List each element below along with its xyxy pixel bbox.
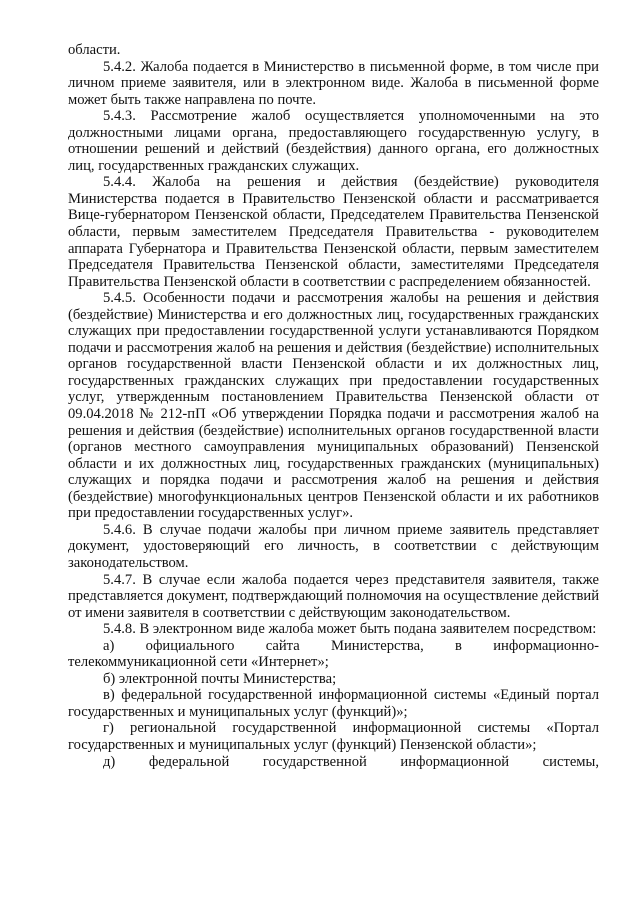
paragraph-5-4-5: 5.4.5. Особенности подачи и рассмотрения жалобы на решения и действия (бездействие) Министерства и его должностных лиц, государственных гражданских служащих при предоставлении государственной услуги устанавливаются Порядком подачи и рассмотрения жалоб на решения и действия (бездействие) исполнительных органов государственной власти Пензенской области и их должностных лиц, государственных гражданских служащих при предоставлении государственных услуг, утвержденным постановлением Правительства Пензенской области от 09.04.2018 № 212-пП «Об утверждении Порядка подачи и рассмотрения жалоб на решения и действия (бездействие) исполнительных органов государственной власти (органов местного самоуправления муниципальных образований) Пензенской области и их должностных лиц, государственных гражданских (муниципальных) служащих и порядка подачи и рассмотрения жалоб на решения и действия (бездействие) многофункциональных центров Пензенской области и их работников при предоставлении государственных услуг». bbox=[68, 290, 599, 522]
paragraph-5-4-6: 5.4.6. В случае подачи жалобы при личном приеме заявитель представляет документ, удостоверяющий его личность, в соответствии с действующим законодательством. bbox=[68, 521, 599, 571]
list-item-a: а) официального сайта Министерства, в информационно-телекоммуникационной сети «Интернет»; bbox=[68, 637, 599, 671]
list-item-b: б) электронной почты Министерства; bbox=[103, 670, 337, 687]
paragraph-5-4-7: 5.4.7. В случае если жалоба подается через представителя заявителя, также представляется документ, подтверждающий полномочия на осуществление действий от имени заявителя в соответствии с действующим законодательством. bbox=[68, 571, 599, 621]
paragraph-5-4-3: 5.4.3. Рассмотрение жалоб осуществляется уполномоченными на это должностными лицами органа, предоставляющего государственную услугу, в отношении решений и действий (бездействия) данного органа, его должностных лиц, государственных гражданских служащих. bbox=[68, 108, 599, 174]
paragraph-5-4-2: 5.4.2. Жалоба подается в Министерство в письменной форме, в том числе при личном приеме заявителя, или в электронном виде. Жалоба в письменной форме может быть также направлена по почте. bbox=[68, 58, 599, 108]
paragraph-5-4-8: 5.4.8. В электронном виде жалоба может быть подана заявителем посредством: bbox=[103, 621, 597, 638]
document-body bbox=[68, 42, 599, 770]
list-item-g: г) региональной государственной информационной системы «Портал государственных и муниципальных услуг (функций) Пензенской области»; bbox=[68, 720, 599, 753]
list-item-v: в) федеральной государственной информационной системы «Единый портал государственных и муниципальных услуг (функций)»; bbox=[68, 687, 599, 720]
list-item-d: д) федеральной государственной информационной системы, bbox=[103, 753, 599, 770]
paragraph-5-4-4: 5.4.4. Жалоба на решения и действия (бездействие) руководителя Министерства подается в Правительство Пензенской области и рассматривается Вице-губернатором Пензенской области, Председателем Правительства Пензенской области, первым заместителем Председателя Правительства - руководителем аппарата Губернатора и Правительства Пензенской области, первым заместителем Председателя Правительства Пензенской области, заместителями Председателя Правительства Пензенской области в соответствии с распределением обязанностей. bbox=[68, 174, 599, 290]
paragraph-continuation: области. bbox=[68, 42, 121, 58]
